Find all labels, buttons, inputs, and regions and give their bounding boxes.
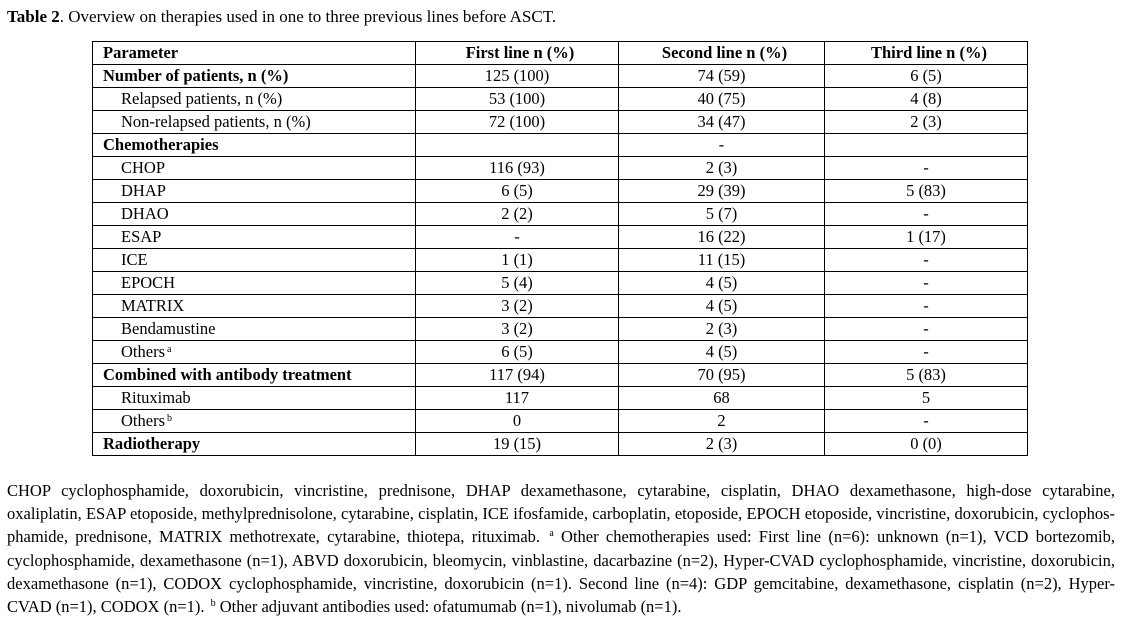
row-label: Others (121, 342, 165, 361)
row-label: DHAO (121, 204, 169, 223)
cell-third-line: - (825, 341, 1028, 364)
table-row (93, 318, 1028, 341)
cell-first-line: - (416, 226, 619, 249)
cell-third-line: - (825, 318, 1028, 341)
table-row (93, 180, 1028, 203)
cell-third-line (825, 134, 1028, 157)
cell-third-line: - (825, 203, 1028, 226)
row-label: Number of patients, n (%) (103, 66, 289, 85)
row-label: EPOCH (121, 273, 176, 292)
cell-first-line: 72 (100) (416, 111, 619, 134)
header-third-line: Third line n (%) (825, 42, 1028, 65)
cell-third-line: 4 (8) (825, 88, 1028, 111)
row-label-cell (93, 134, 416, 157)
row-label-cell (93, 203, 416, 226)
cell-first-line (416, 134, 619, 157)
row-label: ICE (121, 250, 148, 269)
row-label: Others (121, 411, 165, 430)
cell-first-line: 1 (1) (416, 249, 619, 272)
cell-first-line: 3 (2) (416, 318, 619, 341)
cell-second-line: 16 (22) (619, 226, 825, 249)
cell-second-line: 68 (619, 387, 825, 410)
table-section-row (93, 433, 1028, 456)
cell-third-line: 2 (3) (825, 111, 1028, 134)
row-label-cell (93, 364, 416, 387)
header-second-line: Second line n (%) (619, 42, 825, 65)
row-label: CHOP (121, 158, 166, 177)
row-label-cell (93, 88, 416, 111)
caption-label: Table 2 (7, 7, 60, 26)
footnote-b-marker: b (210, 598, 216, 610)
cell-first-line: 0 (416, 410, 619, 433)
table-row (93, 272, 1028, 295)
row-label-cell (93, 157, 416, 180)
cell-third-line: 0 (0) (825, 433, 1028, 456)
table-section-row (93, 134, 1028, 157)
table-row (93, 157, 1028, 180)
cell-second-line: 70 (95) (619, 364, 825, 387)
row-label-cell (93, 111, 416, 134)
table-section-row (93, 65, 1028, 88)
cell-first-line: 53 (100) (416, 88, 619, 111)
cell-second-line: 4 (5) (619, 295, 825, 318)
row-label: ESAP (121, 227, 162, 246)
table-row (93, 249, 1028, 272)
cell-first-line: 6 (5) (416, 180, 619, 203)
table-row (93, 111, 1028, 134)
cell-second-line: 4 (5) (619, 272, 825, 295)
row-label: MATRIX (121, 296, 185, 315)
cell-second-line: 74 (59) (619, 65, 825, 88)
header-parameter: Parameter (93, 42, 416, 65)
cell-third-line: - (825, 272, 1028, 295)
row-label-cell (93, 249, 416, 272)
cell-second-line: 5 (7) (619, 203, 825, 226)
header-first-line: First line n (%) (416, 42, 619, 65)
table-row (93, 88, 1028, 111)
table-row (93, 387, 1028, 410)
row-label-cell (93, 295, 416, 318)
row-label-cell (93, 410, 416, 433)
cell-third-line: 6 (5) (825, 65, 1028, 88)
cell-second-line: 11 (15) (619, 249, 825, 272)
row-label: Rituximab (121, 388, 191, 407)
row-label: Relapsed patients, n (%) (121, 89, 283, 108)
cell-first-line: 117 (94) (416, 364, 619, 387)
row-label-cell (93, 272, 416, 295)
row-label-cell (93, 318, 416, 341)
row-label: Combined with antibody treatment (103, 365, 352, 384)
row-label: DHAP (121, 181, 166, 200)
cell-first-line: 6 (5) (416, 341, 619, 364)
table-body (93, 65, 1028, 456)
cell-first-line: 19 (15) (416, 433, 619, 456)
row-label: Chemotherapies (103, 135, 219, 154)
row-footnote-marker: a (167, 344, 172, 355)
cell-first-line: 5 (4) (416, 272, 619, 295)
table-row (93, 295, 1028, 318)
table-row (93, 410, 1028, 433)
row-footnote-marker: b (167, 413, 172, 424)
table-caption (7, 6, 556, 28)
cell-second-line: 34 (47) (619, 111, 825, 134)
cell-first-line: 117 (416, 387, 619, 410)
cell-first-line: 3 (2) (416, 295, 619, 318)
row-label: Non-relapsed patients, n (%) (121, 112, 311, 131)
cell-second-line: - (619, 134, 825, 157)
cell-third-line: 5 (83) (825, 364, 1028, 387)
footnote-a-text: Other chemotherapies used: First line (n=6): unknown (n=1), VCD bortezomib, cyclophosphamide, dexamethasone (n=1), ABVD doxorubicin, bleomycin, vinblastine, dacarbazine (n=2), Hyper-CVAD cyclophosphamide, vincristine, doxorubicin, dexamethasone (n=1), CODOX cyclophosphamide, vincristine, doxorubicin (n=1). Second line (n=4): GDP gemcitabine, dexamethasone, cisplatin (n=2), Hyper-CVAD (n=1), CODOX (n=1). (7, 527, 1116, 617)
row-label: Radiotherapy (103, 434, 201, 453)
table-footnote (7, 479, 1115, 618)
cell-first-line: 2 (2) (416, 203, 619, 226)
cell-second-line: 4 (5) (619, 341, 825, 364)
cell-second-line: 29 (39) (619, 180, 825, 203)
row-label: Bendamustine (121, 319, 216, 338)
footnote-b-text: Other adjuvant antibodies used: ofatumumab (n=1), nivolumab (n=1). (219, 597, 682, 617)
row-label-cell (93, 341, 416, 364)
cell-second-line: 2 (3) (619, 157, 825, 180)
table-row (93, 341, 1028, 364)
cell-third-line: - (825, 157, 1028, 180)
row-label-cell (93, 65, 416, 88)
footnote-a-marker: a (549, 528, 554, 540)
caption-text: . Overview on therapies used in one to three previous lines before ASCT. (59, 7, 557, 26)
cell-third-line: - (825, 249, 1028, 272)
cell-second-line: 2 (3) (619, 433, 825, 456)
row-label-cell (93, 387, 416, 410)
table-row (93, 203, 1028, 226)
row-label-cell (93, 226, 416, 249)
cell-first-line: 125 (100) (416, 65, 619, 88)
table-row (93, 226, 1028, 249)
cell-second-line: 2 (619, 410, 825, 433)
cell-second-line: 2 (3) (619, 318, 825, 341)
cell-third-line: 5 (83) (825, 180, 1028, 203)
table-section-row (93, 364, 1028, 387)
cell-second-line: 40 (75) (619, 88, 825, 111)
therapies-table (92, 41, 1028, 456)
cell-first-line: 116 (93) (416, 157, 619, 180)
footnote-abbreviations: CHOP cyclophosphamide, doxorubicin, vincristine, prednisone, DHAP dexamethasone, cytarabine, cisplatin, DHAO dexamethasone, high-dose cytarabine, oxaliplatin, ESAP etoposide, methylprednisolone, cytarabine, cisplatin, ICE ifosfamide, carboplatin, etoposide, EPOCH etoposide, vincristine, doxorubicin, cyclophos-phamide, prednisone, MATRIX methotrexate, cytarabine, thiotepa, rituximab. (7, 481, 1115, 547)
cell-third-line: - (825, 295, 1028, 318)
cell-third-line: 1 (17) (825, 226, 1028, 249)
cell-third-line: - (825, 410, 1028, 433)
cell-third-line: 5 (825, 387, 1028, 410)
row-label-cell (93, 180, 416, 203)
row-label-cell (93, 433, 416, 456)
table-header-row (93, 42, 1028, 65)
